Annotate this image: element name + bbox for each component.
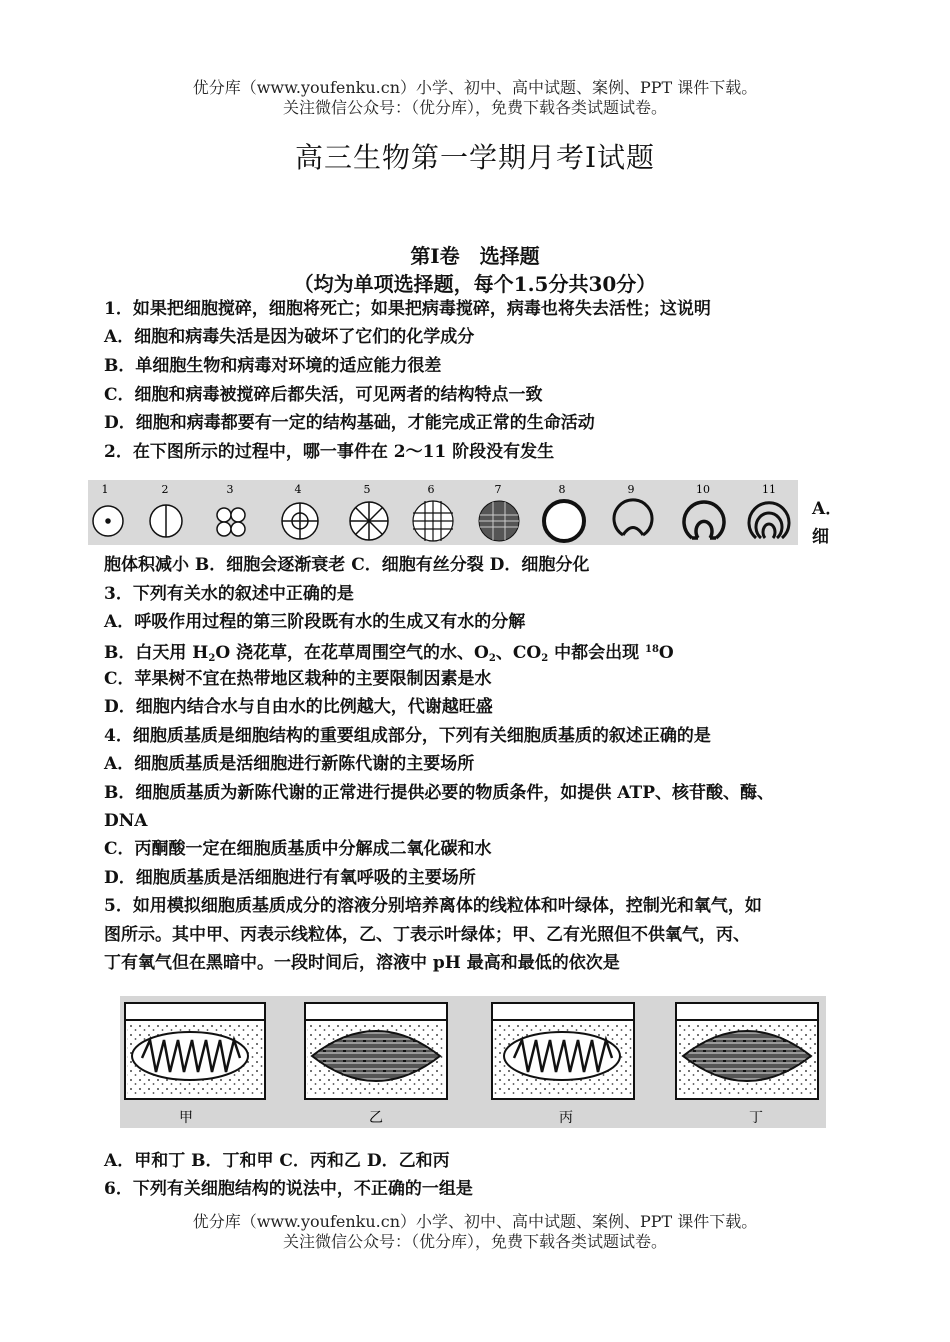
q3-option-a: A．呼吸作用过程的第三阶段既有水的生成又有水的分解 (104, 612, 526, 632)
q4-option-a: A．细胞质基质是活细胞进行新陈代谢的主要场所 (104, 754, 475, 774)
q4-stem: 4．细胞质基质是细胞结构的重要组成部分，下列有关细胞质基质的叙述正确的是 (104, 726, 711, 746)
embryo-development-figure (88, 480, 798, 545)
q2-stem: 2．在下图所示的过程中，哪一事件在 2～11 阶段没有发生 (104, 442, 555, 462)
header-line-1: 优分库（www.youfenku.cn）小学、初中、高中试题、案例、PPT 课件下载。 (192, 78, 758, 97)
q5-stem-line2: 图所示。其中甲、丙表示线粒体，乙、丁表示叶绿体；甲、乙有光照但不供氧气，丙、 (104, 925, 750, 945)
stage-4-eight-cell (282, 503, 318, 539)
stage-label: 2 (161, 483, 169, 496)
stage-9-gastrula (614, 500, 652, 535)
q2-option-a-cont: 细 (812, 527, 829, 547)
label-bing: 丙 (559, 1110, 573, 1126)
q4-option-b-line2: DNA (104, 811, 148, 831)
stage-11-neurula (749, 503, 789, 538)
stage-label: 6 (427, 483, 435, 496)
label-ding: 丁 (749, 1110, 763, 1126)
footer-line-2: 关注微信公众号：（优分库），免费下载各类试题试卷。 (282, 1232, 667, 1251)
stage-label: 3 (226, 483, 234, 496)
q4-option-d: D．细胞质基质是活细胞进行有氧呼吸的主要场所 (104, 868, 476, 888)
stage-6-morula (413, 501, 453, 541)
q1-option-a: A．细胞和病毒失活是因为破坏了它们的化学成分 (104, 327, 475, 347)
container-ding (676, 1003, 818, 1099)
label-jia: 甲 (179, 1110, 193, 1126)
organelle-svg (120, 996, 826, 1128)
stage-2-two-cell (150, 505, 182, 537)
q3-option-c: C．苹果树不宜在热带地区栽种的主要限制因素是水 (104, 669, 492, 689)
q5-stem-line1: 5．如用模拟细胞质基质成分的溶液分别培养离体的线粒体和叶绿体，控制光和氧气，如 (104, 896, 762, 916)
footer-line-1: 优分库（www.youfenku.cn）小学、初中、高中试题、案例、PPT 课件下载。 (192, 1212, 758, 1231)
stage-5-morula (350, 502, 388, 540)
stage-label: 8 (558, 483, 566, 496)
q1-option-b: B．单细胞生物和病毒对环境的适应能力很差 (104, 356, 442, 376)
q1-option-c: C．细胞和病毒被搅碎后都失活，可见两者的结构特点一致 (104, 385, 543, 405)
container-bing (492, 1003, 634, 1099)
stage-1-zygote (93, 506, 123, 536)
stage-label: 9 (627, 483, 635, 496)
container-jia (125, 1003, 265, 1099)
section-note: （均为单项选择题，每个1.5分共30分） (293, 272, 657, 296)
container-yi (305, 1003, 447, 1099)
embryo-svg (88, 480, 798, 545)
section-title: 第Ⅰ卷 选择题 (410, 244, 540, 268)
q6-stem: 6．下列有关细胞结构的说法中，不正确的一组是 (104, 1179, 473, 1199)
q2-option-a-label: A． (812, 499, 843, 519)
q1-stem: 1．如果把细胞搅碎，细胞将死亡；如果把病毒搅碎，病毒也将失去活性；这说明 (104, 299, 711, 319)
q2-options: 胞体积减小 B．细胞会逐渐衰老 C．细胞有丝分裂 D．细胞分化 (104, 555, 590, 575)
organelle-culture-figure (120, 996, 826, 1128)
q3-option-b: B．白天用 $H_2O$ 浇花草，在花草周围空气的水、$O_2$、$CO_2$ 中都会出现 $^{18}$O (104, 643, 674, 664)
stage-label: 11 (762, 483, 776, 496)
label-yi: 乙 (369, 1110, 383, 1126)
stage-label: 10 (696, 483, 710, 496)
q4-option-b-line1: B．细胞质基质为新陈代谢的正常进行提供必要的物质条件，如提供 ATP、核苷酸、酶、 (104, 783, 774, 803)
stage-label: 5 (363, 483, 371, 496)
stage-label: 1 (101, 483, 109, 496)
stage-label: 4 (294, 483, 302, 496)
page-title: 高三生物第一学期月考Ⅰ试题 (294, 141, 656, 174)
stage-label: 7 (494, 483, 502, 496)
q3-option-d: D．细胞内结合水与自由水的比例越大，代谢越旺盛 (104, 697, 493, 717)
q4-option-c: C．丙酮酸一定在细胞质基质中分解成二氧化碳和水 (104, 839, 492, 859)
q1-option-d: D．细胞和病毒都要有一定的结构基础，才能完成正常的生命活动 (104, 413, 595, 433)
q3-stem: 3．下列有关水的叙述中正确的是 (104, 584, 354, 604)
stage-8-hollow-blastula (544, 501, 584, 541)
stage-10-gastrula (684, 502, 724, 538)
q5-options: A．甲和丁 B．丁和甲 C．丙和乙 D．乙和丙 (104, 1151, 450, 1171)
stage-3-four-cell (217, 508, 245, 536)
q5-stem-line3: 丁有氧气但在黑暗中。一段时间后，溶液中 pH 最高和最低的依次是 (104, 953, 620, 973)
header-line-2: 关注微信公众号：（优分库），免费下载各类试题试卷。 (282, 98, 667, 117)
stage-7-blastula (479, 501, 519, 541)
